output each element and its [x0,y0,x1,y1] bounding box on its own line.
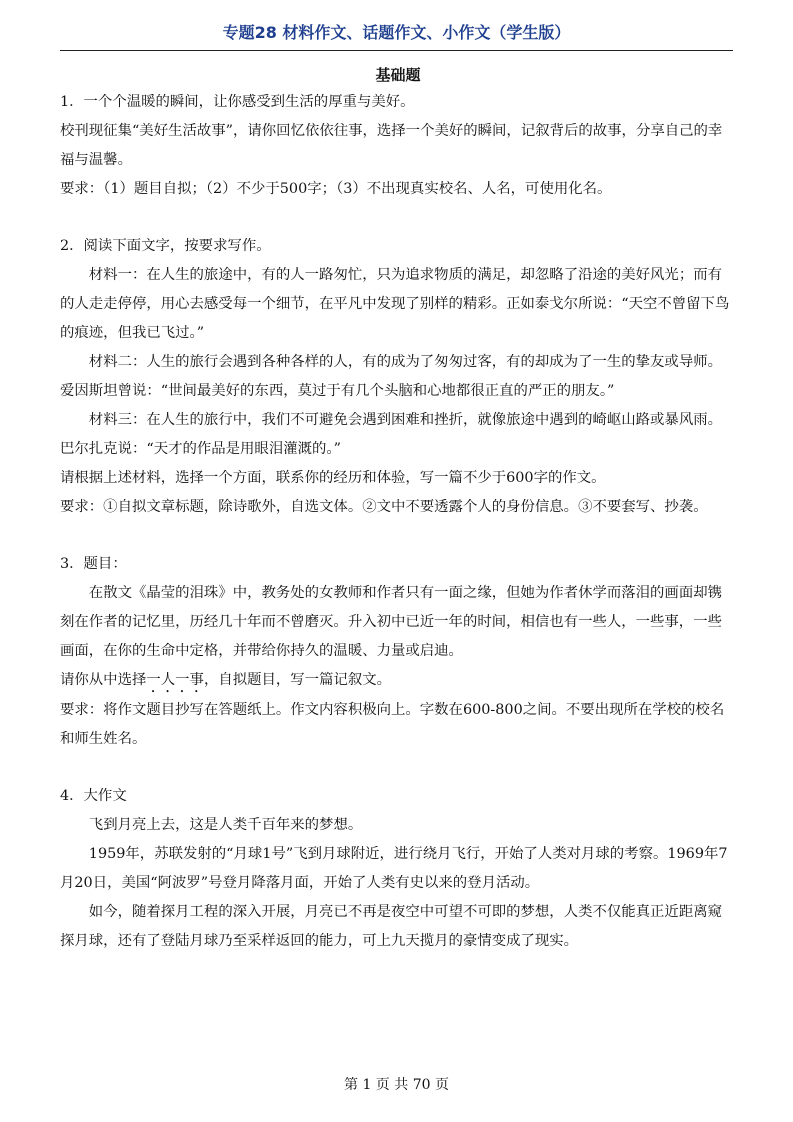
question-4-paragraph-1: 飞到月亮上去，这是人类千百年来的梦想。 [88,817,363,833]
question-3-task-post: ，自拟题目，写一篇记叙文。 [203,672,392,688]
question-2-title: 2．阅读下面文字，按要求写作。 [60,238,271,254]
question-2-task: 请根据上述材料，选择一个方面，联系你的经历和体验，写一篇不少于600字的作文。 [60,470,606,486]
question-1-title: 1．一个个温暖的瞬间，让你感受到生活的厚重与美好。 [60,94,415,110]
question-2-requirements: 要求：①自拟文章标题，除诗歌外，自选文体。②文中不要透露个人的身份信息。③不要套写、抄袭。 [60,499,708,515]
question-3-body: 在散文《晶莹的泪珠》中，教务处的女教师和作者只有一面之缘，但她为作者休学而落泪的画面却镌刻在作者的记忆里，历经几十年而不曾磨灭。升入初中已近一年的时间，相信也有一些人，一些事，一些画面，在你的生命中定格，并带给你持久的温暖、力量或启迪。 [60,585,722,659]
question-1-body: 校刊现征集“美好生活故事”，请你回忆依依往事，选择一个美好的瞬间，记叙背后的故事，分享自己的幸福与温馨。 [60,123,723,168]
question-2 [60,232,736,522]
header-divider [60,50,733,51]
spacer [60,522,736,550]
page-header-title: 专题28 材料作文、话题作文、小作文（学生版） [222,23,571,42]
question-2-material-1: 材料一：在人生的旅途中，有的人一路匆忙，只为追求物质的满足，却忽略了沿途的美好风光；而有的人走走停停，用心去感受每一个细节，在平凡中发现了别样的精彩。正如泰戈尔所说：“天空不曾留下鸟的痕迹，但我已飞过。” [60,267,730,341]
question-3-task-pre: 请你从中选择 [60,672,147,688]
question-3-task [60,666,736,696]
question-4-title: 4．大作文 [60,788,127,804]
question-1 [60,88,736,204]
spacer [60,754,736,782]
spacer [60,204,736,232]
question-2-material-2: 材料二：人生的旅行会遇到各种各样的人，有的成为了匆匆过客，有的却成为了一生的挚友或导师。爱因斯坦曾说：“世间最美好的东西，莫过于有几个头脑和心地都很正直的严正的朋友。” [60,354,722,399]
question-4-paragraph-3: 如今，随着探月工程的深入开展，月亮已不再是夜空中可望不可即的梦想，人类不仅能真正近距离窥探月球，还有了登陆月球乃至采样返回的能力，可上九天揽月的豪情变成了现实。 [60,904,722,949]
question-3-title: 3．题目： [60,556,127,572]
question-3-requirements: 要求：将作文题目抄写在答题纸上。作文内容积极向上。字数在600-800之间。不要出现所在学校的校名和师生姓名。 [60,702,725,747]
section-title: 基础题 [375,66,421,84]
question-3 [60,550,736,754]
question-4 [60,782,736,956]
document-body [60,62,736,956]
question-4-paragraph-2: 1959年，苏联发射的“月球1号”飞到月球附近，进行绕月飞行，开始了人类对月球的考察。1969年7月20日，美国“阿波罗”号登月降落月面，开始了人类有史以来的登月活动。 [60,846,728,891]
question-1-requirements: 要求：（1）题目自拟；（2）不少于500字；（3）不出现真实校名、人名，可使用化名。 [60,181,612,197]
page-number: 第 1 页 共 70 页 [344,1077,449,1093]
question-3-task-emphasis: 一人一事 [146,672,204,688]
question-2-material-3: 材料三：在人生的旅行中，我们不可避免会遇到困难和挫折，就像旅途中遇到的崎岖山路或暴风雨。巴尔扎克说：“天才的作品是用眼泪灌溉的。” [60,412,722,457]
